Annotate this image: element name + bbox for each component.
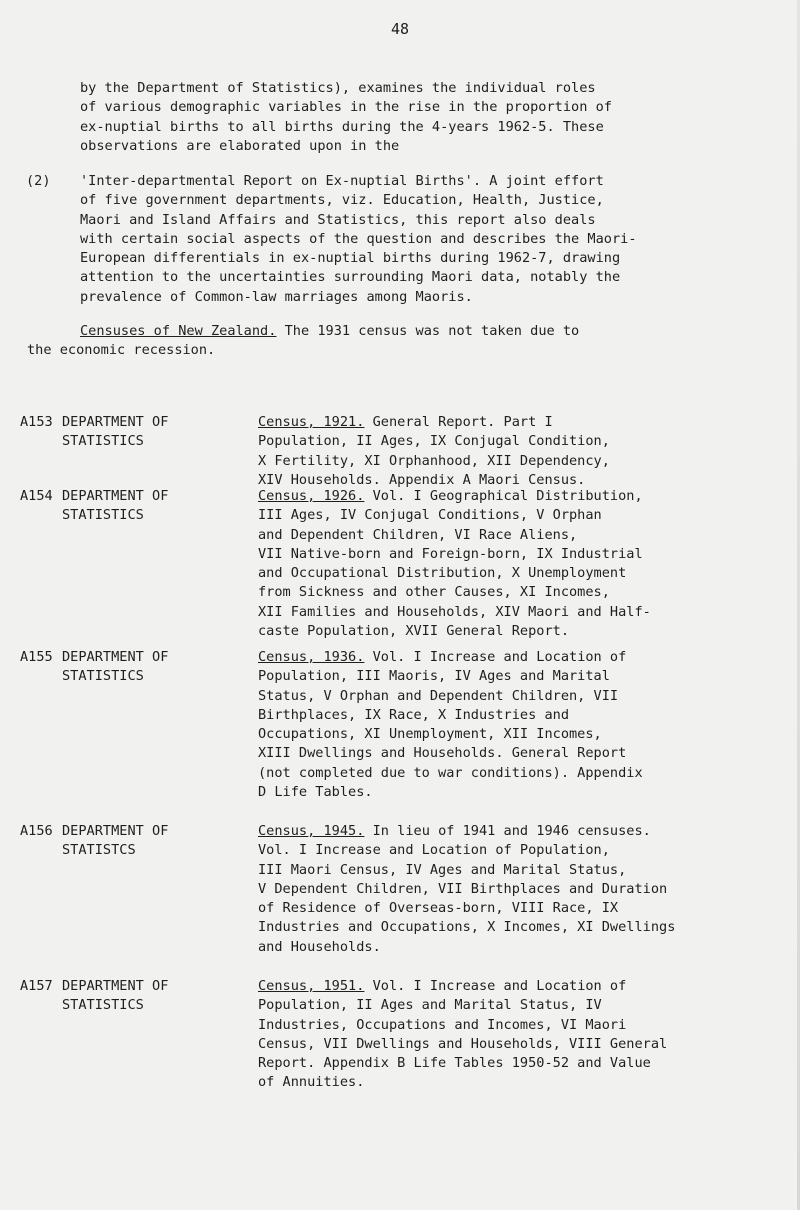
entry-description [258,648,773,802]
list-marker-2: (2) [26,173,51,189]
census-section-text-line1: The 1931 census was not taken due to [276,323,580,339]
census-section-intro [27,322,760,361]
paragraph-continuation: by the Department of Statistics), examines the individual roles of various demographic variables in the rise in the proportion of ex-nuptial births to all births during the 4-years 1962-5. These observations are elaborated upon in the [80,80,612,154]
page-number: 48 [390,20,410,38]
entry-description [258,487,773,641]
census-section-text-line2: the economic recession. [27,342,216,359]
entry-title: Census, 1921. [258,414,365,430]
entry-details: Vol. I Geographical Distribution, III Ages, IV Conjugal Conditions, V Orphan and Dependent Children, VI Race Aliens, VII Native-born and Foreign-born, IX Industrial and Occupational Distribution, X Unemployment from Sickness and other Causes, XI Incomes, XII Families and Households, XIV Maori and Half- caste Population, XVII General Report. [258,488,651,640]
entry-code: A156 [20,823,53,839]
entry-details: General Report. Part I Population, II Ages, IX Conjugal Condition, X Fertility, XI Orphanhood, XII Dependency, XIV Households. Appendix A Maori Census. [258,414,610,488]
entry-code: A155 [20,649,53,665]
entry-details: Vol. I Increase and Location of Population, III Maoris, IV Ages and Marital Status, V Orphan and Dependent Children, VII Birthplaces, IX Race, X Industries and Occupations, XI Unemployment, XII Incomes, XIII Dwellings and Households. General Report (not completed due to war conditions). Appendix D Life Tables. [258,649,643,801]
entry-publisher: DEPARTMENT OF STATISTICS [62,649,169,685]
entry-publisher: DEPARTMENT OF STATISTICS [62,978,169,1014]
entry-publisher: DEPARTMENT OF STATISTICS [62,488,169,524]
entry-code: A153 [20,414,53,430]
entry-details: Vol. I Increase and Location of Population, II Ages and Marital Status, IV Industries, Occupations and Incomes, VI Maori Census, VII Dwellings and Households, VIII General Report. Appendix B Life Tables 1950-52 and Value of Annuities. [258,978,668,1091]
entry-code: A157 [20,978,53,994]
paragraph-inter-departmental-report: 'Inter-departmental Report on Ex-nuptial Births'. A joint effort of five government departments, viz. Education, Health, Justice, Maori and Island Affairs and Statistics, this report also deals with certain social aspects of the question and describes the Maori- European differentials in ex-nuptial births during 1962-7, drawing attention to the uncertainties surrounding Maori data, notably the prevalence of Common-law marriages among Maoris. [80,173,637,305]
entry-title: Census, 1951. [258,978,365,994]
entry-publisher: DEPARTMENT OF STATISTCS [62,823,169,859]
census-section-heading: Censuses of New Zealand. [80,323,277,339]
entry-title: Census, 1936. [258,649,365,665]
entry-code: A154 [20,488,53,504]
entry-publisher: DEPARTMENT OF STATISTICS [62,414,169,450]
entry-title: Census, 1945. [258,823,365,839]
entry-title: Census, 1926. [258,488,365,504]
entry-description [258,822,773,957]
entry-details: In lieu of 1941 and 1946 censuses. Vol. I Increase and Location of Population, III Maori Census, IV Ages and Marital Status, V Dependent Children, VII Birthplaces and Duration of Residence of Overseas-born, VIII Race, IX Industries and Occupations, X Incomes, XI Dwellings and Households. [258,823,676,955]
entry-description [258,977,773,1093]
entry-description [258,413,773,490]
